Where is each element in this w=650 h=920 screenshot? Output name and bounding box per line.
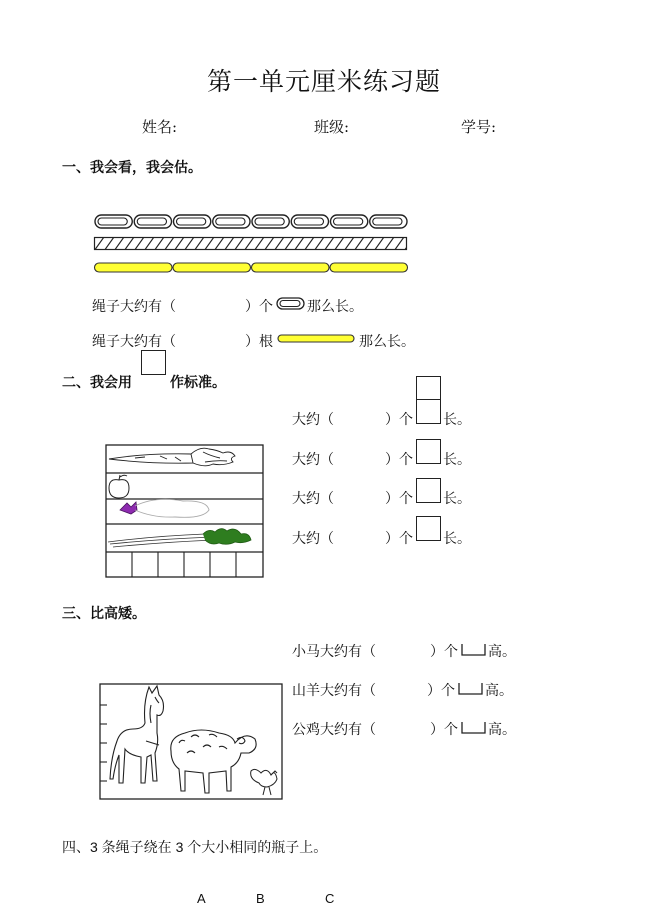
q1-suffix: 那么长。 bbox=[307, 299, 363, 315]
section4-heading: 四、3 条绳子绕在 3 个大小相同的瓶子上。 bbox=[62, 839, 328, 855]
unit-square-icon bbox=[416, 439, 441, 464]
s2-row3-post: 长。 bbox=[443, 491, 471, 507]
q2-mid: ）根 bbox=[245, 334, 273, 350]
section2-heading-pre: 二、我会用 bbox=[62, 375, 132, 391]
s3-row1-post: 高。 bbox=[488, 644, 516, 660]
s2-row1-mid: ）个 bbox=[385, 412, 413, 428]
s2-row2-post: 长。 bbox=[443, 452, 471, 468]
bottle-label-a: A bbox=[197, 891, 206, 906]
q2-suffix: 那么长。 bbox=[359, 334, 415, 350]
animals-picture bbox=[99, 683, 284, 801]
unit-square-icon bbox=[416, 478, 441, 503]
bracket-unit-icon bbox=[458, 682, 484, 696]
q1-mid: ）个 bbox=[245, 299, 273, 315]
s3-row1-mid: ）个 bbox=[430, 644, 458, 660]
yellow-stick bbox=[330, 263, 408, 272]
bracket-unit-icon bbox=[461, 721, 487, 735]
s3-row3-pre: 公鸡大约有（ bbox=[292, 722, 376, 738]
s2-row3-mid: ）个 bbox=[385, 491, 413, 507]
s3-row3-mid: ）个 bbox=[430, 722, 458, 738]
q1-prefix: 绳子大约有（ bbox=[92, 299, 176, 315]
s2-row4-post: 长。 bbox=[443, 531, 471, 547]
yellow-stick-icon bbox=[277, 334, 357, 344]
unit-square-icon bbox=[416, 399, 441, 424]
bottle-label-c: C bbox=[325, 891, 335, 906]
class-field-label: 班级: bbox=[314, 118, 350, 136]
s3-row3-post: 高。 bbox=[488, 722, 516, 738]
yellow-stick bbox=[173, 263, 251, 272]
section2-heading-post: 作标准。 bbox=[170, 375, 226, 391]
section1-heading: 一、我会看，我会估。 bbox=[62, 160, 202, 176]
s3-row2-pre: 山羊大约有（ bbox=[292, 683, 376, 699]
unit-square-icon bbox=[141, 350, 166, 375]
yellow-stick bbox=[252, 263, 330, 272]
s2-row4-mid: ）个 bbox=[385, 531, 413, 547]
vegetable-grid bbox=[105, 444, 265, 579]
unit-square-icon bbox=[416, 516, 441, 541]
bracket-unit-icon bbox=[461, 643, 487, 657]
s2-row3-pre: 大约（ bbox=[292, 491, 334, 507]
name-field-label: 姓名: bbox=[142, 118, 178, 136]
q2-prefix: 绳子大约有（ bbox=[92, 334, 176, 350]
stacked-square-icon bbox=[416, 376, 441, 401]
s3-row2-post: 高。 bbox=[485, 683, 513, 699]
s3-row2-mid: ）个 bbox=[427, 683, 455, 699]
section3-heading: 三、比高矮。 bbox=[62, 606, 146, 622]
s2-row2-mid: ）个 bbox=[385, 452, 413, 468]
yellow-stick bbox=[95, 263, 173, 272]
s2-row1-pre: 大约（ bbox=[292, 412, 334, 428]
paperclip-icon bbox=[276, 297, 306, 311]
bottle-label-b: B bbox=[256, 891, 265, 906]
s3-row1-pre: 小马大约有（ bbox=[292, 644, 376, 660]
student-id-field-label: 学号: bbox=[461, 118, 497, 136]
s2-row2-pre: 大约（ bbox=[292, 452, 334, 468]
s2-row1-post: 长。 bbox=[443, 412, 471, 428]
page-title: 第一单元厘米练习题 bbox=[207, 67, 442, 96]
s2-row4-pre: 大约（ bbox=[292, 531, 334, 547]
